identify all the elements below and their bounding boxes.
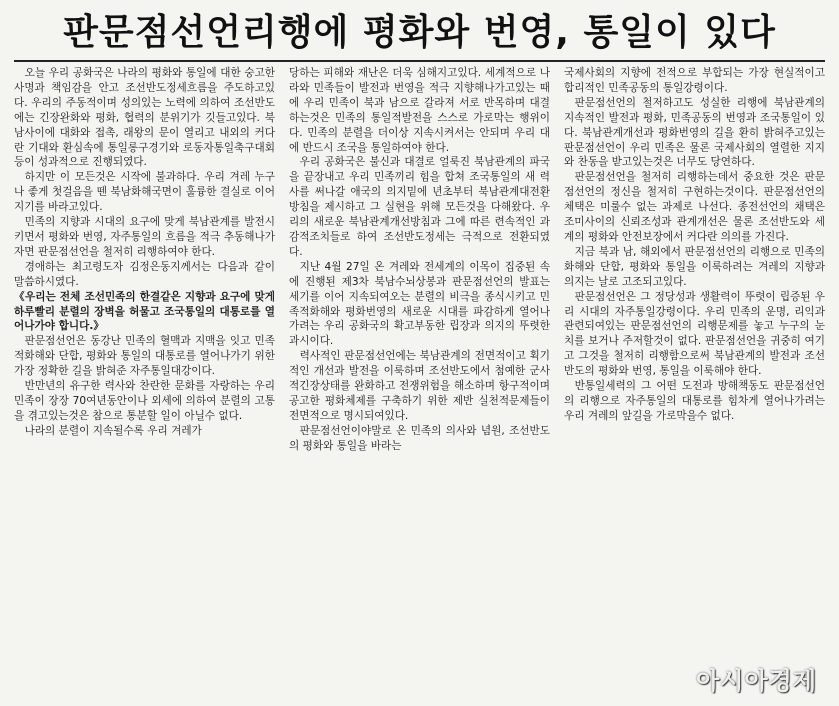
paragraph: 지금 북과 남, 해외에서 판문점선언의 리행으로 민족의 화해와 단합, 평화와 통일을 이룩하려는 겨레의 지향과 의지는 날로 고조되고있다.: [564, 245, 825, 288]
paragraph: 판문점선언을 철저히 리행하는데서 중요한 것은 판문점선언의 정신을 철저히 구현하는것이다. 판문점선언의 체택은 미룰수 없는 과제로 나선다. 종전선언의 채택은 조미사이의 신뢰조성과 관계개선은 물론 조선반도와 세계의 평화와 안전보장에서 커다란 의의를 가진다.: [564, 171, 825, 243]
text-column-2: [289, 66, 550, 702]
paragraph: 오늘 우리 공화국은 나라의 평화와 통일에 대한 숭고한 사명과 책임감을 안고 조선반도정세흐름을 주도하고있다. 우리의 주동적이며 성의있는 노력에 의하여 조선반도에는 긴장완화와 평화, 협력의 분위기가 깃들고있다. 북남사이에 대화와 접촉, 래왕의 문이 열리고 내외의 커다란 기대와 환심속에 통일롱구경기와 로동자통일축구대회 등이 성과적으로 진행되였다.: [14, 67, 275, 169]
leader-quote: 《우리는 전체 조선민족의 한결같은 지향과 요구에 맞게 하루빨리 분렬의 장벽을 허물고 조국통일의 대통로를 열어나가야 합니다.》: [14, 290, 275, 333]
article-body: [14, 66, 825, 702]
paragraph: 민족의 지향과 시대의 요구에 맞게 북남관계를 발전시키면서 평화와 번영, 자주통일의 흐름을 적극 추동해나가자면 판문점선언을 철저히 리행하여야 한다.: [14, 216, 275, 258]
article-headline: 판문점선언리행에 평화와 번영, 통일이 있다: [63, 11, 776, 53]
paragraph: 반만년의 유구한 력사와 찬란한 문화를 자랑하는 우리 민족이 장장 70여년동안이나 외세에 의하여 분렬의 고통을 겪고있는것은 참으로 통분할 일이 아닐수 없다.: [14, 380, 275, 422]
paragraph: 판문점선언이야말로 온 민족의 의사와 념원, 조선반도의 평화와 통일을 바라는: [289, 424, 550, 452]
paragraph: 당하는 피해와 재난은 더욱 심해지고있다. 세계적으로 나라와 민족들이 발전과 번영을 적극 지향해나가고있는 때에 우리 민족이 북과 남으로 갈라져 서로 반목하며 대결하는것은 민족의 통일적발전을 스스로 가로막는 행위이다. 민족의 분렬을 더이상 지속시켜서는 안되며 우리 대에 반드시 조국을 통일하여야 한다.: [289, 67, 550, 154]
paragraph: 판문점선언은 동강난 민족의 혈맥과 지맥을 잇고 민족적화해와 단합, 평화와 통일의 대통로를 열어나가기 위한 가장 정확한 길을 밝혀준 자주통일대강이다.: [14, 335, 275, 378]
text-column-1: [14, 66, 275, 702]
text-column-3: [564, 66, 825, 702]
paragraph: 판문점선언의 철저하고도 성실한 리행에 북남관계의 지속적인 발전과 평화, 민족공동의 번영과 조국통일이 있다. 북남관계개선과 평화번영의 길을 환히 밝혀주고있는 판문점선언이 우리 민족은 물론 국제사회의 열렬한 지지와 찬동을 받고있는것은 너무도 당연하다.: [564, 96, 825, 169]
paragraph: 판문점선언은 그 정당성과 생활력이 뚜렷이 립증된 우리 시대의 자주통일강령이다. 우리 민족의 운명, 리익과 관련되여있는 판문점선언의 리행문제를 놓고 누구의 눈치를 보거나 주저할것이 없다. 판문점선언을 귀중히 여기고 그것을 철저히 리행함으로써 북남관계의 발전과 조선반도의 평화와 번영, 통일을 이룩해야 한다.: [564, 290, 825, 378]
headline-divider: [14, 60, 825, 62]
paragraph: 우리 공화국은 불신과 대결로 얼룩진 북남관계의 파국을 끝장내고 우리 민족끼리 힘을 합쳐 조국통일의 새 력사를 써나갈 애국의 의지밑에 년초부터 북남관계대전환방침을 제시하고 그 실현을 위해 모든것을 다해왔다. 우리의 새로운 북남관계개선방침과 그에 따른 련속적인 과감적조치들로 하여 조선반도정세는 극적으로 전환되였다.: [289, 156, 550, 258]
paragraph: 반통일세력의 그 어떤 도전과 방해책동도 판문점선언의 리행으로 자주통일의 대통로를 힘차게 열어나가려는 우리 겨레의 앞길을 가로막을수 없다.: [564, 380, 825, 422]
paragraph: 력사적인 판문점선언에는 북남관계의 전면적이고 획기적인 개선과 발전을 이룩하며 조선반도에서 첨예한 군사적긴장상태를 완화하고 전쟁위험을 해소하며 항구적이며 공고한 평화체제를 구축하기 위한 제반 실천적문제들이 전면적으로 명시되여있다.: [289, 350, 550, 422]
publisher-watermark: 아시아경제: [696, 667, 817, 695]
paragraph: 국제사회의 지향에 전적으로 부합되는 가장 현실적이고 합리적인 민족공동의 통일강령이다.: [564, 67, 825, 94]
paragraph: 하지만 이 모든것은 시작에 불과하다. 우리 겨레 누구나 좋게 첫걸음을 뗀 북남화해국면이 훌륭한 결실로 이어지기를 바라고있다.: [14, 171, 275, 214]
paragraph: 지난 4월 27일 온 겨레와 전세계의 이목이 집중된 속에 진행된 제3차 북남수뇌상봉과 판문점선언의 발표는 세기를 이어 지속되여오는 분렬의 비극을 종식시키고 민족적화해와 평화번영의 새로운 시대를 파감하게 열어나가려는 우리 공화국의 확고부동한 립장과 의지의 뚜렷한 과시이다.: [289, 260, 550, 348]
paragraph: 나라의 분렬이 지속될수록 우리 겨레가: [24, 424, 202, 437]
paragraph: 경애하는 최고령도자 김정은동지께서는 다음과 같이 말씀하시였다.: [14, 260, 275, 288]
